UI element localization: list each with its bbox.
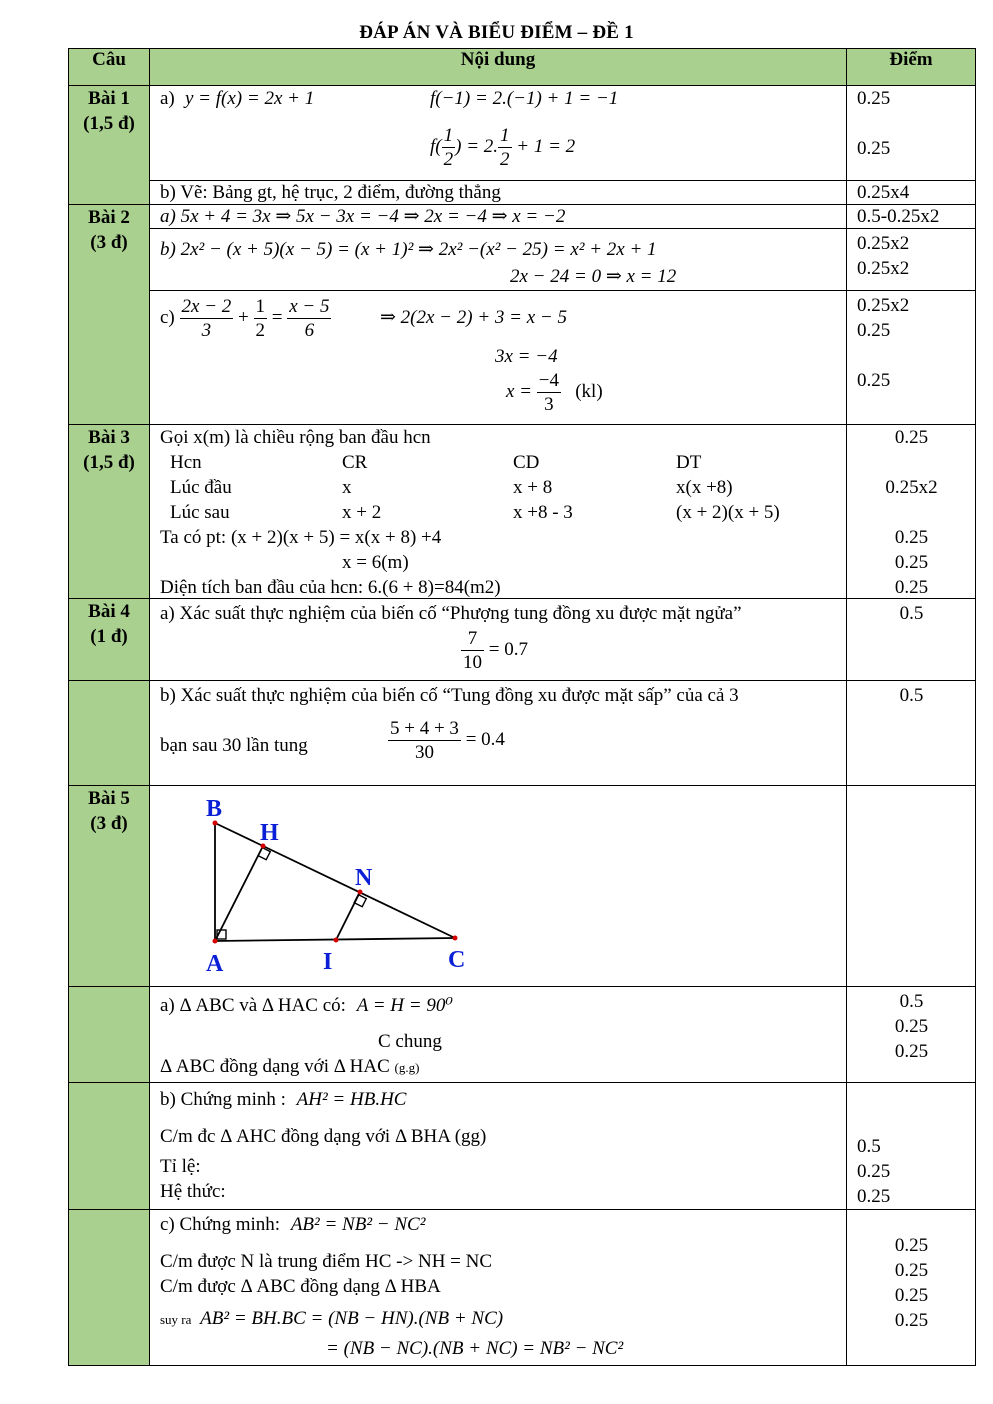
label-c: C: [448, 947, 466, 973]
bai5-a-pts3: 0.25: [894, 1041, 929, 1062]
bai5-a-line2: C chung: [378, 1031, 442, 1052]
bai3-r2-c4: (x + 2)(x + 5): [676, 502, 780, 523]
bai4-a-den: 10: [463, 652, 482, 673]
bai5-c-label-empty: [69, 1210, 150, 1366]
bai1-a-pts2: 0.25: [857, 138, 891, 159]
bai4-a-result: = 0.7: [488, 638, 528, 660]
bai4-b-pts: 0.5: [899, 685, 924, 706]
bai1-a-points: [847, 86, 976, 181]
bai1-label-text: Bài 1 (1,5 đ): [83, 88, 135, 134]
bai2-c-step3-num: −4: [538, 370, 559, 391]
bai4-b-result: = 0.4: [465, 728, 505, 750]
bai2-c-f2-den: 2: [255, 320, 265, 341]
bai5-b-label-empty: [69, 1083, 150, 1210]
bai5-c-line3: C/m được Δ ABC đồng dạng Δ HBA: [160, 1276, 441, 1297]
bai4-a-content: [150, 599, 847, 681]
bai5-c-line1-pre: c) Chứng minh:: [160, 1214, 281, 1235]
bai2-b-points: [847, 229, 976, 291]
bai5-a-points: [847, 987, 976, 1083]
bai4-b-text1: b) Xác suất thực nghiệm của biến cố “Tung đồng xu được mặt sấp” của cả 3: [160, 685, 739, 706]
bai1-a-eval2-den2: 2: [500, 149, 510, 170]
bai2-a-pts: 0.5-0.25x2: [857, 206, 940, 227]
bai2-c-step2: 3x = −4: [495, 346, 558, 367]
bai5-label: [69, 786, 150, 987]
bai2-b-line1: b) 2x² − (x + 5)(x − 5) = (x + 1)² ⇒ 2x² −(x² − 25) = x² + 2x + 1: [160, 239, 657, 260]
label-h: H: [260, 820, 279, 846]
bai1-a-prefix: a): [160, 88, 175, 109]
bai5-b-pts3: 0.25: [857, 1186, 891, 1207]
bai1-b-text: b) Vẽ: Bảng gt, hệ trục, 2 điểm, đường thẳng: [160, 182, 501, 203]
bai3-r1-c1: Lúc đầu: [170, 477, 232, 498]
bai1-a-function: y = f(x) = 2x + 1: [185, 88, 315, 109]
bai2-c-f1-den: 3: [201, 320, 212, 341]
bai3-r2-c2: x + 2: [342, 502, 382, 523]
bai4-b-points: [847, 681, 976, 786]
bai4-b-num: 5 + 4 + 3: [390, 718, 459, 739]
bai5-figure-cell: [150, 786, 847, 987]
bai2-c-f2-num: 1: [255, 296, 265, 317]
bai2-c-step1: ⇒ 2(2x − 2) + 3 = x − 5: [380, 307, 567, 328]
bai5-c-content: [150, 1210, 847, 1366]
bai5-b-line4: Hệ thức:: [160, 1181, 226, 1202]
bai3-th-hcn: Hcn: [170, 452, 202, 473]
bai4-b-label-empty: [69, 681, 150, 786]
bai3-r2-c1: Lúc sau: [170, 502, 230, 523]
bai1-b-content: [150, 181, 847, 205]
bai3-pts3: 0.25: [894, 527, 929, 548]
bai1-a-eval2-pre: f: [430, 135, 436, 157]
bai3-intro: Gọi x(m) là chiều rộng ban đầu hcn: [160, 427, 431, 448]
bai4-b-content: [150, 681, 847, 786]
bai2-c-f3-num: x − 5: [289, 296, 330, 317]
bai2-c-equation: c) $\frac{2x - 2}{3}$ + $\frac{1}{2}$ = $\frac{x - 5}{6}$: [160, 296, 330, 341]
bai4-a-formula: [461, 629, 528, 672]
bai3-points: [847, 425, 976, 599]
bai5-a-label-empty: [69, 987, 150, 1083]
bai5-a-line1: [160, 995, 453, 1017]
bai2-c-step3-den: 3: [544, 394, 554, 415]
bai5-c-line4: [160, 1308, 503, 1331]
bai4-a-num: 7: [461, 629, 484, 651]
bai5-a-line3-small: (g.g): [394, 1060, 420, 1075]
bai1-a-pts1: 0.25: [857, 88, 891, 109]
bai5-c-pts4: 0.25: [894, 1310, 929, 1331]
bai5-c-line4-eq: AB² = BH.BC = (NB − HN).(NB + NC): [200, 1308, 504, 1329]
bai5-a-content: [150, 987, 847, 1083]
bai3-pts2: 0.25x2: [885, 477, 938, 498]
bai5-c-pts1: 0.25: [894, 1235, 929, 1256]
bai5-a-pts1: 0.5: [899, 991, 924, 1012]
bai3-label-text: Bài 3 (1,5 đ): [83, 427, 135, 473]
bai4-b-den: 30: [414, 742, 434, 763]
bai1-a-eval2-mid: = 2.: [466, 135, 499, 157]
bai1-a-eval2-post: + 1 = 2: [516, 135, 576, 157]
bai1-a-eval1: f(−1) = 2.(−1) + 1 = −1: [430, 88, 619, 109]
label-i: I: [323, 949, 333, 975]
bai3-th-cd: CD: [513, 452, 540, 473]
bai5-c-pts3: 0.25: [894, 1285, 929, 1306]
bai2-c-points: [847, 291, 976, 425]
bai5-c-line1: [160, 1214, 425, 1236]
point-c: [453, 936, 458, 941]
bai3-r2-c3: x +8 - 3: [513, 502, 573, 523]
bai5-b-pts2: 0.25: [857, 1161, 891, 1182]
bai3-pts5: 0.25: [894, 577, 929, 598]
bai5-a-line3: [160, 1056, 419, 1079]
bai5-c-points: [847, 1210, 976, 1366]
point-i: [334, 938, 339, 943]
bai3-content: [150, 425, 847, 599]
bai1-a-eval2: f( $\frac{1}{2}$ ) = 2. $\frac{1}{2}$ + 1 = 2: [430, 125, 576, 170]
bai5-c-pts2: 0.25: [894, 1260, 929, 1281]
bai2-c-prefix: c): [160, 306, 175, 328]
bai3-equation: Ta có pt: (x + 2)(x + 5) = x(x + 8) +4: [160, 527, 442, 548]
bai4-b-text2: bạn sau 30 lần tung: [160, 735, 308, 756]
bai4-a-pts: 0.5: [899, 603, 924, 624]
bai5-b-line1-pre: b) Chứng minh :: [160, 1089, 286, 1110]
bai5-a-line1-eq: A = H = 90⁰: [356, 995, 453, 1016]
bai3-area: Diện tích ban đầu của hcn: 6.(6 + 8)=84(m2): [160, 577, 501, 598]
bai4-b-formula: [388, 719, 505, 762]
bai1-a-eval2-num: 1: [443, 125, 454, 146]
bai1-b-points: [847, 181, 976, 205]
bai5-b-content: [150, 1083, 847, 1210]
point-a: [213, 939, 218, 944]
bai3-r1-c3: x + 8: [513, 477, 553, 498]
bai2-b-pts1: 0.25x2: [857, 233, 910, 254]
bai2-c-step3-pre: x =: [506, 380, 533, 402]
bai2-a-content: [150, 205, 847, 229]
bai5-b-line3: Tỉ lệ:: [160, 1156, 201, 1177]
bai3-th-cr: CR: [342, 452, 368, 473]
bai2-a-points: [847, 205, 976, 229]
bai3-solution: x = 6(m): [342, 552, 409, 573]
bai5-c-line1-eq: AB² = NB² − NC²: [290, 1214, 426, 1235]
bai2-label: [69, 205, 150, 425]
segment-bc: [215, 823, 455, 938]
bai2-c-pts2: 0.25: [857, 320, 891, 341]
bai5-a-line3-text: Δ ABC đồng dạng với Δ HAC: [160, 1056, 390, 1077]
bai1-a-content: [150, 86, 847, 181]
bai2-c-pts3: 0.25: [857, 370, 891, 391]
bai2-b-pts2: 0.25x2: [857, 258, 910, 279]
triangle-figure: [150, 786, 847, 986]
bai3-pts1: 0.25: [894, 427, 929, 448]
bai5-b-pts1: 0.5: [857, 1136, 881, 1157]
header-noi-dung: Nội dung: [150, 49, 847, 86]
bai2-c-step3-post: (kl): [575, 380, 603, 402]
bai3-th-dt: DT: [676, 452, 702, 473]
bai2-c-step3: [506, 371, 603, 414]
bai1-b-pts: 0.25x4: [857, 182, 910, 203]
bai4-a-text: a) Xác suất thực nghiệm của biến cố “Phượng tung đồng xu được mặt ngửa”: [160, 603, 742, 624]
bai1-a-eval2-den: 2: [443, 149, 454, 170]
bai5-a-line1-pre: a) Δ ABC và Δ HAC có:: [160, 995, 346, 1016]
bai1-a-eval2-num2: 1: [500, 125, 510, 146]
bai5-b-line2: C/m đc Δ AHC đồng dạng với Δ BHA (gg): [160, 1126, 487, 1147]
header-cau: Câu: [69, 49, 150, 86]
label-b: B: [206, 796, 223, 822]
bai5-b-line1: [160, 1089, 406, 1111]
bai2-label-text: Bài 2 (3 đ): [88, 207, 130, 253]
document-title: ĐÁP ÁN VÀ BIỂU ĐIỂM – ĐỀ 1: [359, 22, 634, 43]
bai1-label: [69, 86, 150, 205]
bai5-a-pts2: 0.25: [894, 1016, 929, 1037]
bai3-label: [69, 425, 150, 599]
bai2-c-pts1: 0.25x2: [857, 295, 910, 316]
bai2-c-f1-num: 2x − 2: [181, 296, 232, 317]
bai5-c-line5: = (NB − NC).(NB + NC) = NB² − NC²: [326, 1338, 624, 1359]
bai2-b-content: [150, 229, 847, 291]
bai2-a-text: a) 5x + 4 = 3x ⇒ 5x − 3x = −4 ⇒ 2x = −4 ⇒ x = −2: [160, 206, 566, 227]
bai3-r1-c4: x(x +8): [676, 477, 733, 498]
bai2-c-content: [150, 291, 847, 425]
bai5-figure-points-empty: [847, 786, 976, 987]
bai4-label: [69, 599, 150, 681]
bai2-c-f3-den: 6: [304, 320, 315, 341]
segment-ah: [215, 846, 263, 941]
bai5-c-line2: C/m được N là trung điểm HC -> NH = NC: [160, 1251, 493, 1272]
bai4-label-text: Bài 4 (1 đ): [88, 601, 130, 647]
bai3-pts4: 0.25: [894, 552, 929, 573]
header-diem: Điểm: [847, 49, 976, 86]
bai5-b-line1-eq: AH² = HB.HC: [296, 1089, 407, 1110]
bai4-a-points: [847, 599, 976, 681]
bai5-c-line4-small: suy ra: [160, 1312, 192, 1327]
bai2-b-line2: 2x − 24 = 0 ⇒ x = 12: [510, 266, 677, 287]
bai3-r1-c2: x: [342, 477, 352, 498]
label-n: N: [355, 865, 373, 891]
answer-table: [68, 48, 976, 1366]
bai5-b-points: [847, 1083, 976, 1210]
label-a: A: [206, 951, 224, 977]
bai5-label-text: Bài 5 (3 đ): [88, 788, 130, 834]
